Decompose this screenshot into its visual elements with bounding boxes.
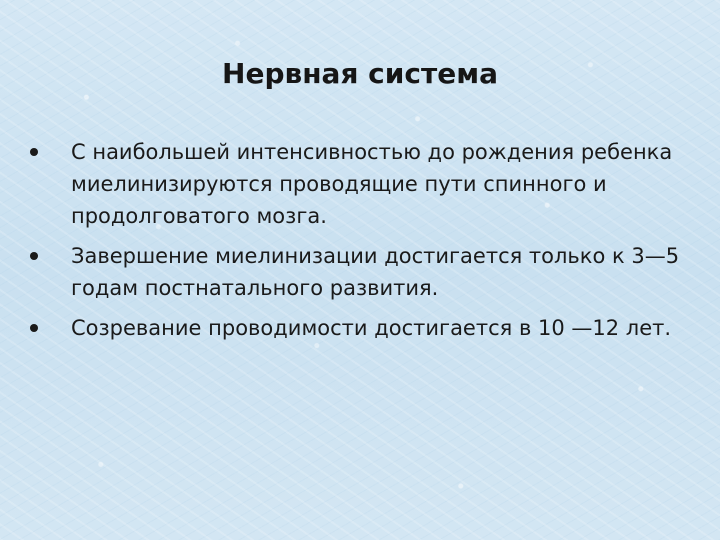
bullet-icon	[30, 252, 38, 260]
bullet-text: Созревание проводимости достигается в 10 —12 лет.	[71, 316, 672, 340]
bullet-item	[30, 312, 680, 344]
bullet-text: С наибольшей интенсивностью до рождения ребенка миелинизируются проводящие пути спинного и продолговатого мозга.	[71, 140, 673, 228]
bullet-text: Завершение миелинизации достигается только к 3—5 годам постнатального развития.	[71, 244, 680, 300]
bullet-icon	[30, 148, 38, 156]
bullet-item	[30, 136, 680, 232]
bullet-icon	[30, 324, 38, 332]
slide-title: Нервная система	[222, 57, 498, 90]
bullet-item	[30, 240, 680, 304]
bullet-list	[30, 136, 680, 344]
